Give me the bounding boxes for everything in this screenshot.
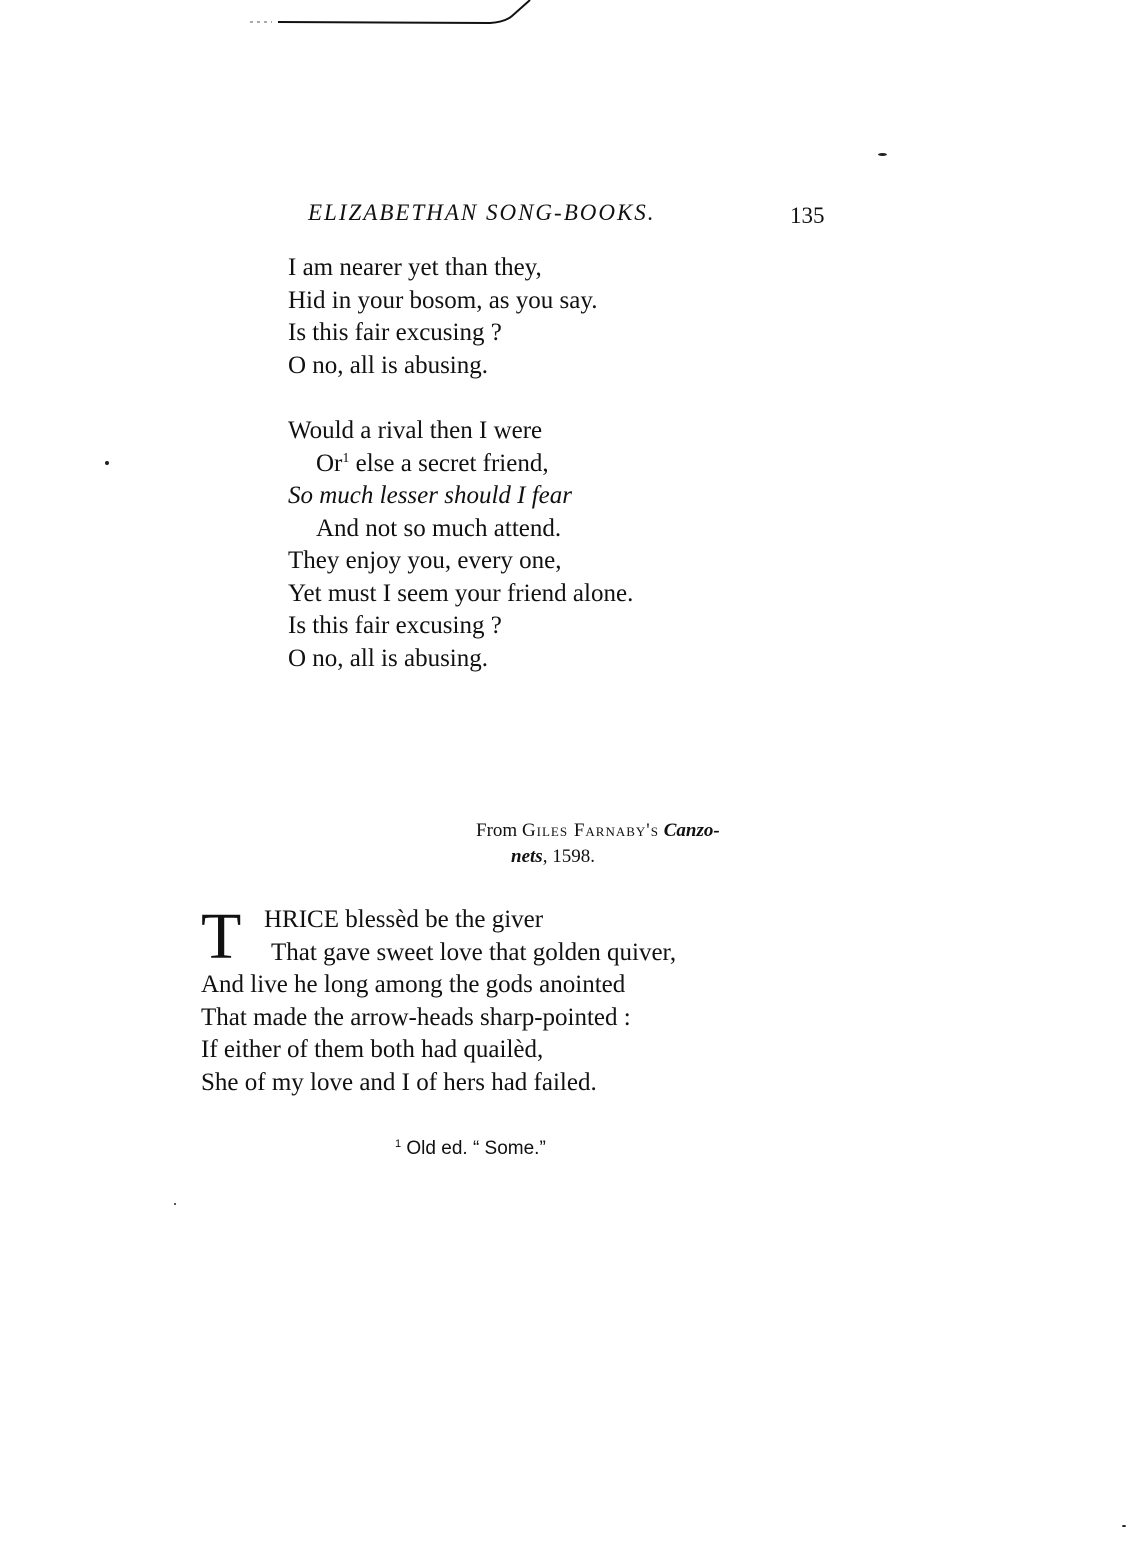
scan-rule-mark bbox=[250, 0, 535, 32]
verse-line-rest: else a secret friend, bbox=[349, 449, 549, 477]
page-number: 135 bbox=[790, 203, 825, 228]
verse-line: And live he long among the gods anointed bbox=[201, 971, 626, 998]
source-attribution bbox=[476, 818, 720, 870]
attribution-from: From bbox=[476, 820, 522, 841]
verse-line: So much lesser should I fear bbox=[288, 482, 572, 509]
stanza-2 bbox=[288, 415, 633, 675]
scan-speck bbox=[105, 461, 109, 465]
verse-line: That gave sweet love that golden quiver, bbox=[271, 938, 677, 966]
footnote-marker: 1 bbox=[395, 1138, 402, 1150]
verse-word: Or bbox=[316, 449, 343, 477]
verse-line bbox=[288, 448, 633, 481]
verse-line: O no, all is abusing. bbox=[288, 351, 488, 379]
verse-line: And not so much attend. bbox=[316, 514, 562, 542]
footnote-reference: 1 bbox=[342, 450, 350, 466]
verse-line: Is this fair excusing ? bbox=[288, 612, 502, 639]
attribution-author: Giles Farnaby's bbox=[521, 820, 659, 841]
footnote-text: Old ed. “ Some.” bbox=[401, 1138, 546, 1159]
attribution-year: , 1598. bbox=[542, 846, 595, 867]
verse-line-rest: HRICE blessèd be the giver bbox=[264, 906, 544, 933]
verse-line: Would a rival then I were bbox=[288, 417, 543, 444]
verse-line: O no, all is abusing. bbox=[288, 644, 488, 672]
footnote bbox=[395, 1138, 546, 1160]
attribution-title: Canzo- bbox=[663, 820, 720, 841]
poem-thrice-blessed bbox=[201, 900, 677, 1099]
scan-speck bbox=[878, 153, 887, 156]
drop-cap: T bbox=[201, 900, 242, 973]
verse-line: She of my love and I of hers had failed. bbox=[201, 1068, 597, 1096]
verse-line: I am nearer yet than they, bbox=[288, 254, 542, 281]
attribution-title-continued: nets bbox=[511, 846, 543, 867]
attribution-line-1 bbox=[476, 818, 720, 844]
running-head: ELIZABETHAN SONG-BOOKS. bbox=[308, 200, 656, 225]
verse-line: Hid in your bosom, as you say. bbox=[288, 286, 598, 314]
attribution-line-2 bbox=[476, 844, 720, 870]
stanza-1 bbox=[288, 252, 597, 382]
verse-line: Is this fair excusing ? bbox=[288, 319, 502, 346]
verse-line: They enjoy you, every one, bbox=[288, 547, 562, 574]
verse-line: That made the arrow-heads sharp-pointed : bbox=[201, 1003, 631, 1031]
verse-line: Yet must I seem your friend alone. bbox=[288, 579, 634, 607]
scan-speck bbox=[1122, 1525, 1126, 1527]
scan-speck bbox=[174, 1203, 176, 1205]
verse-line: If either of them both had quailèd, bbox=[201, 1036, 544, 1063]
